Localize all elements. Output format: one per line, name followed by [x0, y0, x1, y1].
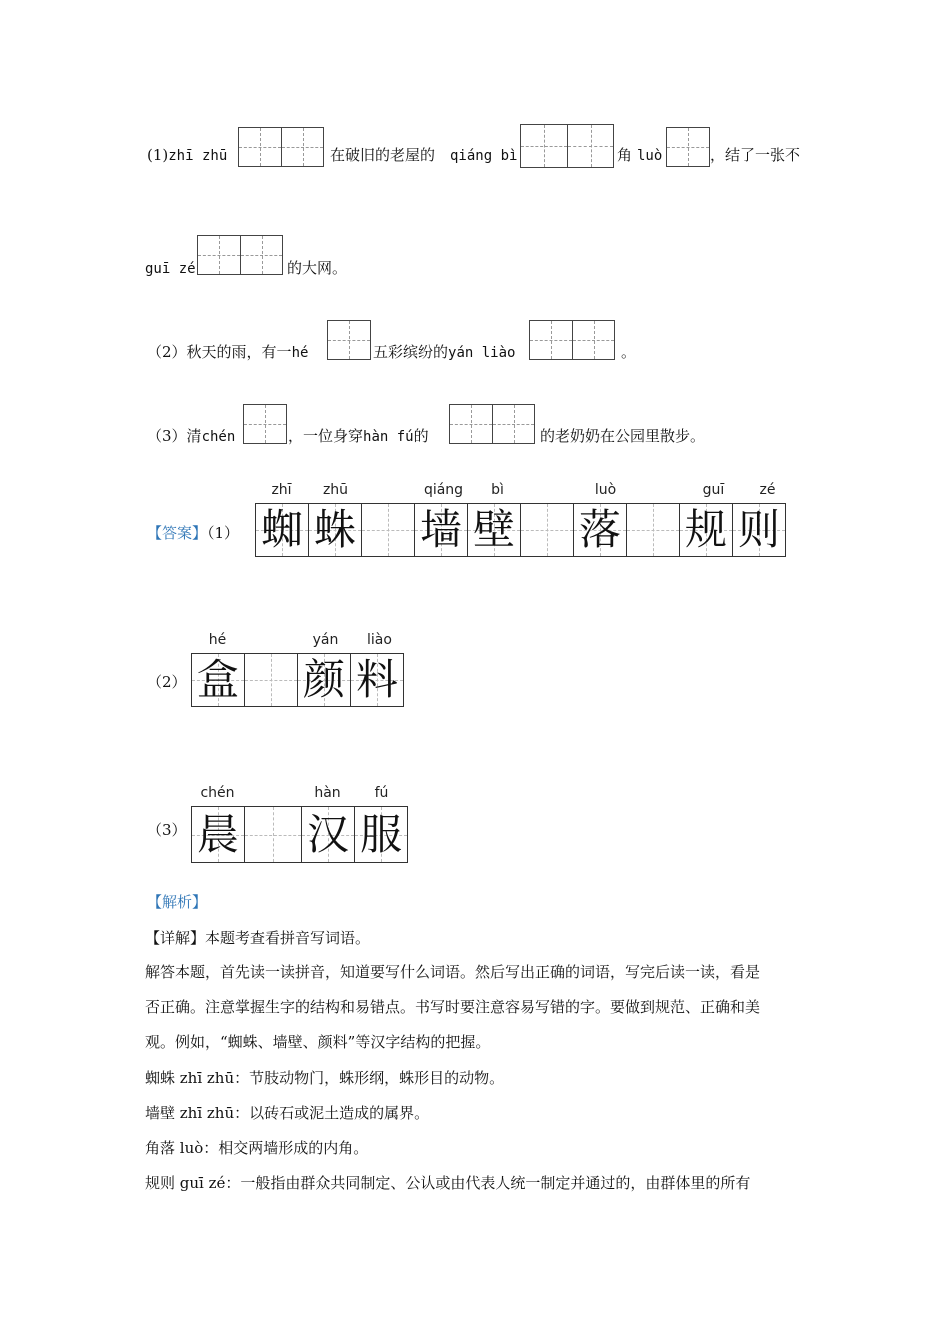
- answer-1-char-1: 蛛: [313, 505, 356, 554]
- answer-3-py-2: hàn: [314, 785, 341, 801]
- answer-label: 【答案】: [147, 524, 208, 542]
- q3-text-2: ，一位身穿hàn fú的: [288, 427, 429, 445]
- analysis-line-3: 蜘蛛 zhī zhū：节肢动物门，蛛形纲，蛛形目的动物。: [145, 1069, 505, 1087]
- q3-number: （3）: [147, 427, 187, 445]
- answer-3-py-0: chén: [200, 785, 235, 801]
- q2-pinyin-1: hé: [291, 345, 309, 361]
- q1-text-4: 的大网。: [287, 259, 348, 277]
- analysis-line-1: 否正确。注意掌握生字的结构和易错点。书写时要注意容易写错的字。要做到规范、正确和美: [145, 998, 761, 1016]
- answer-3-char-0: 晨: [196, 809, 239, 859]
- answer-1-py-1: zhū: [322, 482, 349, 498]
- answer-1-char-3: 墙: [419, 505, 462, 554]
- answer-3-number: （3）: [147, 821, 187, 839]
- q1-line1: [147, 145, 227, 166]
- q1-number: (1): [147, 146, 169, 164]
- q2-text-3: 。: [621, 343, 637, 361]
- q2-text-2: 五彩缤纷的yán liào: [373, 343, 516, 361]
- q3-line: [147, 426, 235, 447]
- answer-1-char-9: 则: [737, 505, 780, 554]
- answer-1-char-0: 蜘: [260, 505, 303, 554]
- answer-1-py-9: zé: [759, 482, 776, 498]
- answer-1-char-4: 壁: [472, 505, 515, 554]
- answer-1-py-0: zhī: [271, 482, 292, 498]
- answer-3-char-3: 服: [359, 809, 402, 859]
- analysis-line-5: 角落 luò：相交两墙形成的内角。: [145, 1139, 369, 1157]
- answer-1-py-8: guī: [702, 482, 725, 498]
- answer-1-py-4: bì: [491, 482, 504, 498]
- answer-2-char-3: 料: [355, 655, 398, 704]
- q1-box-3[interactable]: [666, 127, 710, 167]
- q2-text-1: 秋天的雨，有一: [186, 343, 292, 361]
- q2-box-1[interactable]: [327, 320, 371, 360]
- q3-pinyin-1: chén: [201, 429, 236, 445]
- q1-pinyin-3: luò: [637, 148, 663, 164]
- q1-text-2: 角: [617, 146, 633, 164]
- analysis-line-4: 墙壁 zhī zhū：以砖石或泥土造成的属界。: [145, 1104, 430, 1122]
- q2-pinyin-2: yán liào: [448, 345, 516, 361]
- answer-2-grid: [191, 653, 404, 707]
- answer-3-pinyin: [191, 785, 421, 803]
- answer-1-number: （1）: [207, 524, 240, 542]
- answer-1-py-6: luò: [594, 482, 617, 498]
- q1-text-1: 在破旧的老屋的: [330, 146, 436, 164]
- analysis-line-0: 解答本题，首先读一读拼音，知道要写什么词语。然后写出正确的词语，写完后读一读，看是: [145, 963, 761, 981]
- answer-2-pinyin: [191, 632, 411, 650]
- q3-box-2[interactable]: [449, 404, 535, 444]
- answer-1-pinyin: [255, 482, 800, 500]
- answer-3-py-3: fú: [374, 785, 389, 801]
- q1-box-4[interactable]: [197, 235, 283, 275]
- answer-2-py-2: yán: [312, 632, 339, 648]
- answer-2-py-0: hé: [208, 632, 227, 648]
- analysis-line-6: 规则 guī zé：一般指由群众共同制定、公认或由代表人统一制定并通过的，由群体里的所有: [145, 1174, 751, 1192]
- answer-line-1: [147, 523, 239, 543]
- q1-box-2[interactable]: [520, 124, 614, 168]
- answer-1-grid: [255, 503, 786, 557]
- answer-2-py-3: liào: [367, 632, 392, 648]
- q1-text-3: ，结了一张不: [710, 146, 801, 164]
- q3-pinyin-2: hàn fú: [363, 429, 414, 445]
- q1-box-1[interactable]: [238, 127, 324, 167]
- q1-pinyin-1: zhī zhū: [168, 148, 228, 164]
- q3-text-1: 清: [186, 427, 202, 445]
- answer-2-char-2: 颜: [302, 655, 345, 704]
- answer-2-char-0: 盒: [196, 655, 239, 704]
- analysis-label: 【解析】: [147, 893, 208, 911]
- q1-pinyin-2: qiáng bì: [450, 148, 518, 164]
- answer-2-number: （2）: [147, 673, 187, 691]
- answer-3-grid: [191, 806, 408, 863]
- analysis-line-2: 观。例如，“蜘蛛、墙壁、颜料”等汉字结构的把握。: [145, 1033, 491, 1051]
- q3-text-4: 的老奶奶在公园里散步。: [540, 427, 706, 445]
- answer-1-char-8: 规: [684, 505, 727, 554]
- q2-box-2[interactable]: [529, 320, 615, 360]
- analysis-detail: 【详解】本题考查看拼音写词语。: [145, 929, 371, 947]
- q1-pinyin-4: guī zé: [145, 261, 196, 277]
- answer-3-char-2: 汉: [306, 809, 349, 859]
- q3-box-1[interactable]: [243, 404, 287, 444]
- q2-line: [147, 342, 308, 363]
- q2-number: （2）: [147, 343, 187, 361]
- answer-1-char-6: 落: [578, 505, 621, 554]
- answer-1-py-3: qiáng: [423, 482, 464, 498]
